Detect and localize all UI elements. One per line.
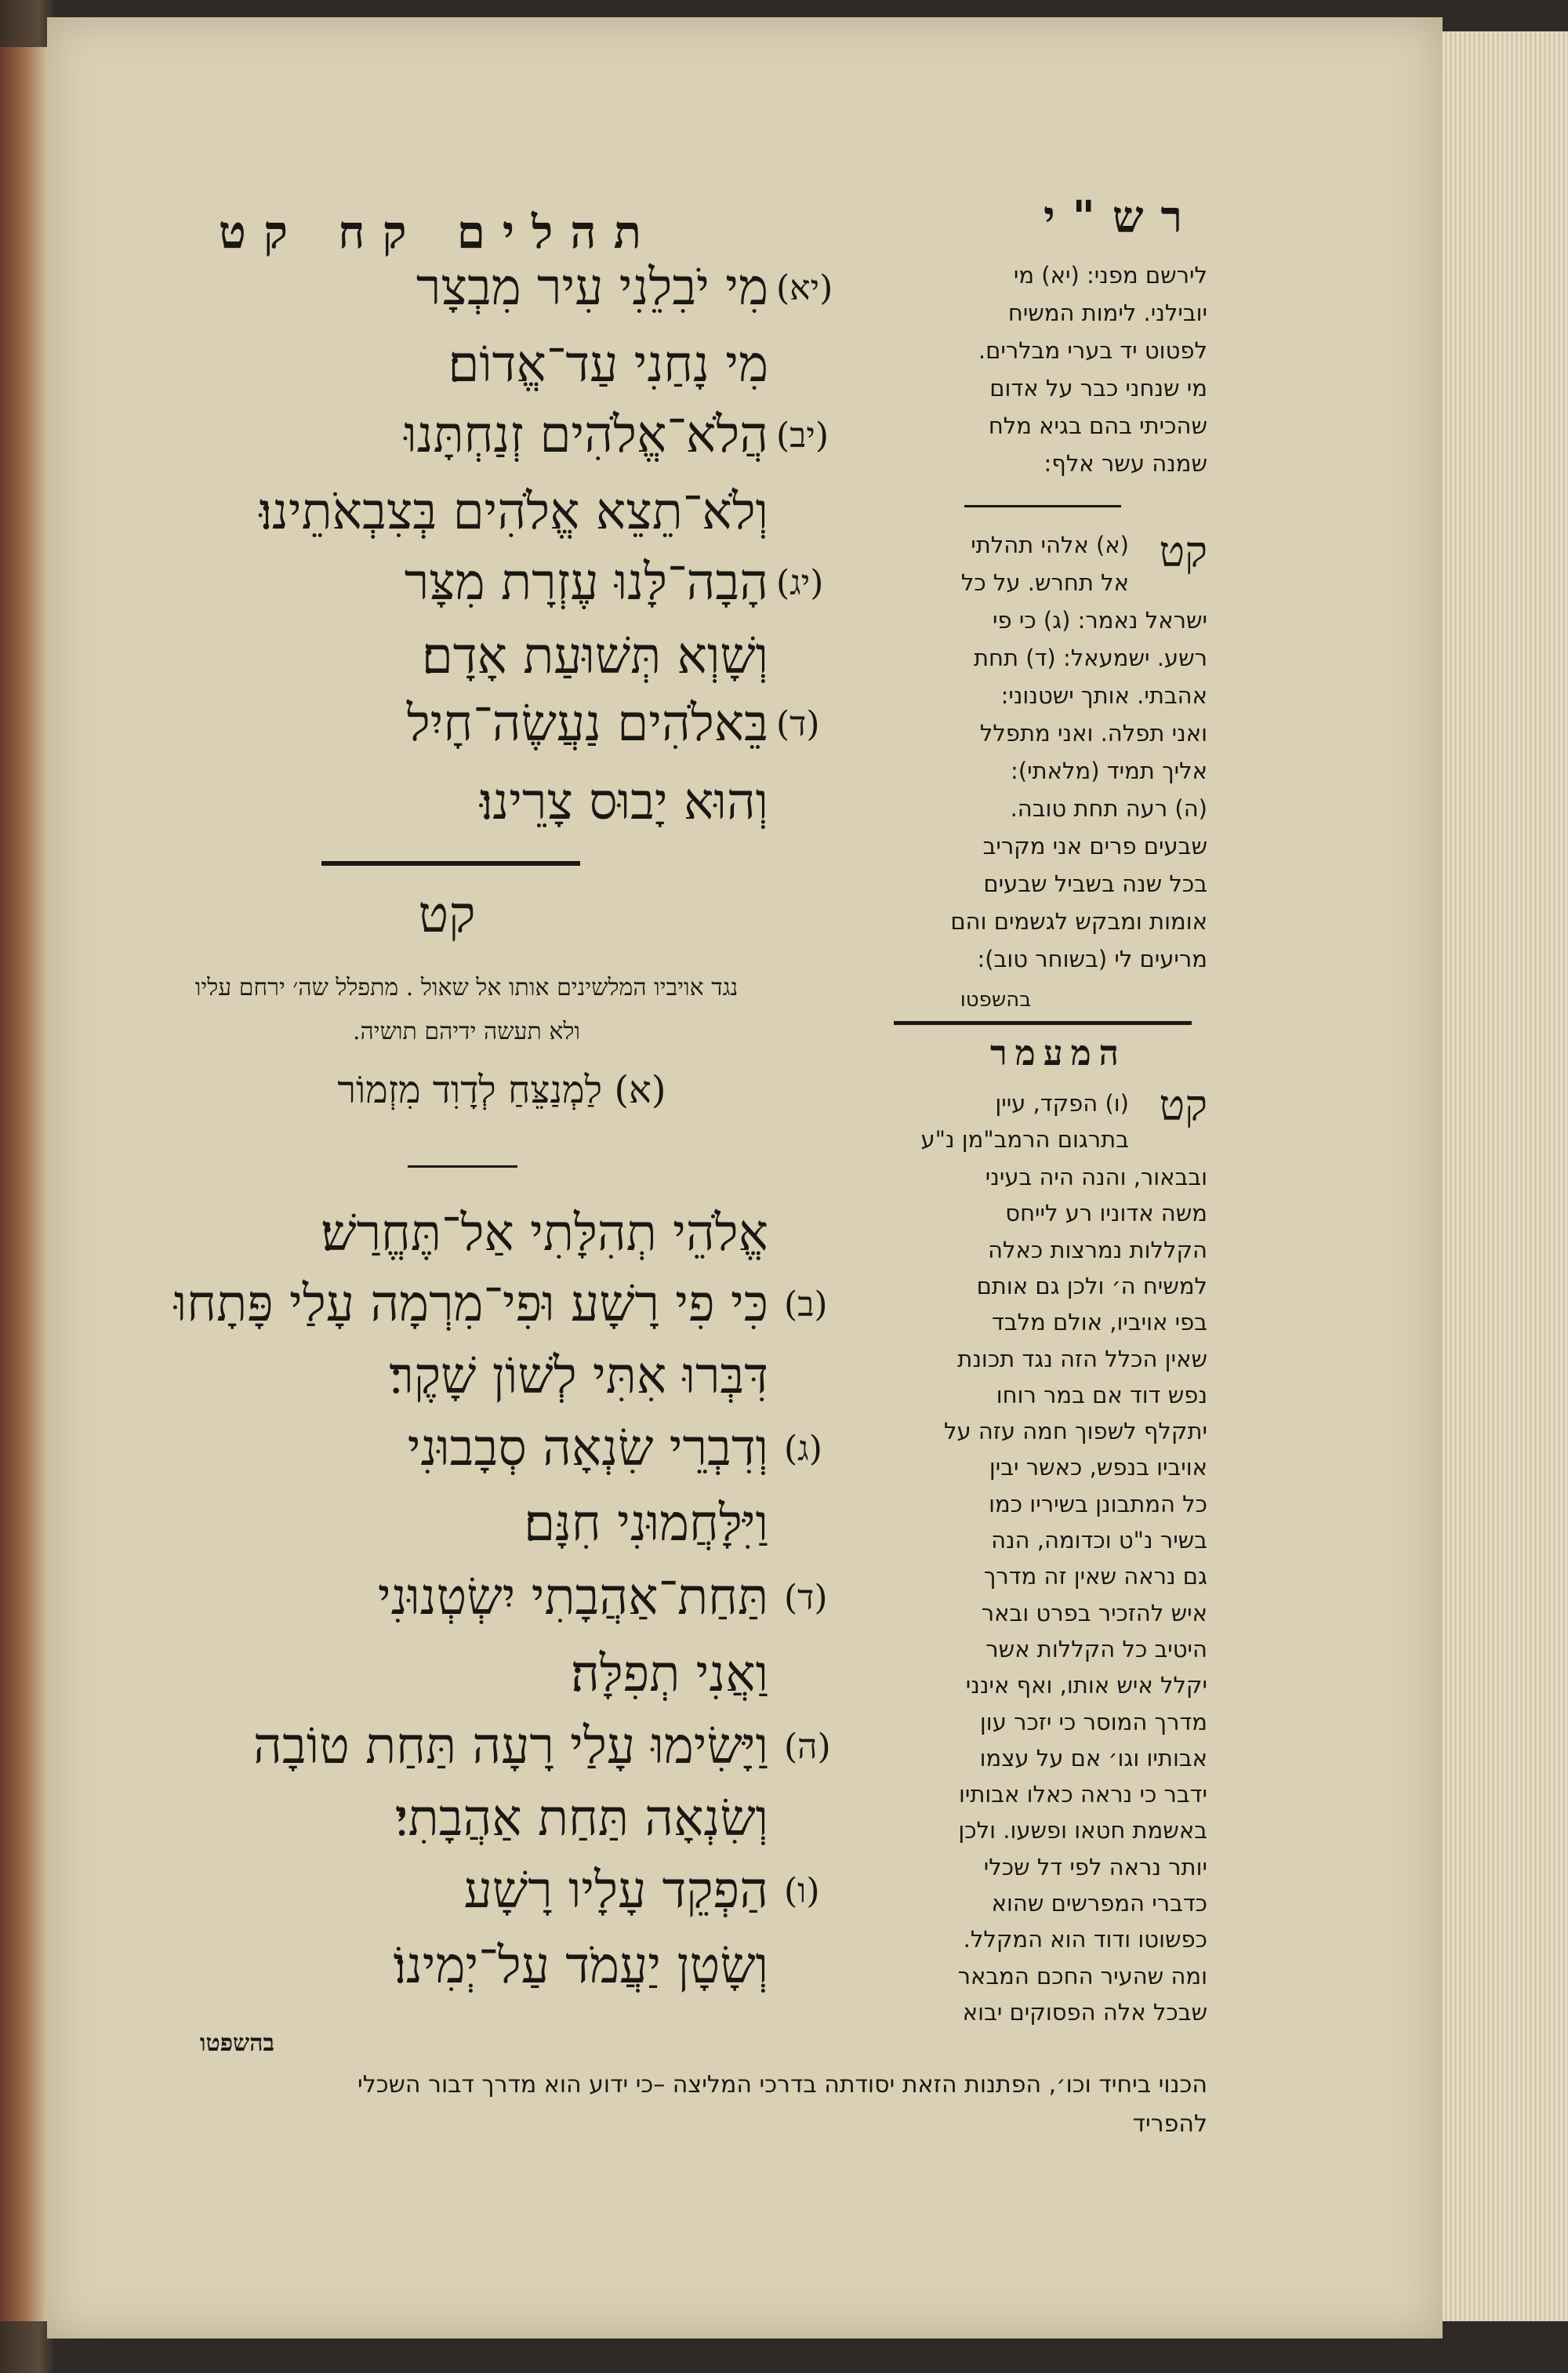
maamar-line: בתרגום הרמב"מן נ"ע bbox=[920, 1126, 1129, 1153]
rashi-line: ואני תפלה. ואני מתפלל bbox=[979, 720, 1207, 747]
verse-number: (ה) bbox=[784, 1727, 831, 1767]
verse-line: וְשָׁוְא תְּשׁוּעַת אָדָם׃ bbox=[421, 627, 768, 685]
section-divider-small bbox=[408, 1165, 517, 1168]
rashi-line: (ה) רעה תחת טובה. bbox=[1010, 795, 1207, 822]
maamar-line: גם נראה שאין זה מדרך bbox=[983, 1563, 1207, 1590]
rashi-line: לירשם מפני: (יא) מי bbox=[1013, 262, 1207, 289]
maamar-line: בשיר נ"ט וכדומה, הנה bbox=[991, 1527, 1207, 1554]
maamar-line: יתקלף לשפוך חמה עזה על bbox=[943, 1418, 1207, 1445]
psalm-title: קט bbox=[418, 886, 476, 944]
maamar-line: כפשוטו ודוד הוא המקלל. bbox=[963, 1926, 1207, 1953]
rashi-line: יובילני. לימות המשיח bbox=[1007, 300, 1207, 326]
section-divider bbox=[321, 861, 580, 866]
page-edges bbox=[1443, 31, 1568, 2321]
verse-line: הֲלֹא־אֱלֹהִים זְנַחְתָּנוּ bbox=[404, 406, 768, 464]
verse-number: (ו) bbox=[784, 1871, 820, 1911]
maamar-line: איש להזכיר בפרט ובאר bbox=[981, 1599, 1207, 1626]
rashi-line: אל תחרש. על כל bbox=[960, 569, 1129, 596]
rashi-line: שמנה עשר אלף: bbox=[1044, 450, 1207, 477]
book-spine bbox=[0, 47, 47, 2321]
maamar-line: ידבר כי נראה כאלו אבותיו bbox=[958, 1781, 1207, 1808]
verse-number: (ג) bbox=[784, 1429, 822, 1469]
maamar-line: יקלל איש אותו, ואף אינני bbox=[965, 1672, 1207, 1699]
verse-line: וְלֹא־תֵצֵא אֱלֹהִים בְּצִבְאֹתֵינוּ׃ bbox=[259, 483, 768, 541]
rashi-line: מי שנחני כבר על אדום bbox=[989, 375, 1207, 402]
verse-line: וַיִּלָּחֲמוּנִי חִנָּם׃ bbox=[524, 1495, 768, 1553]
rashi-divider bbox=[964, 505, 1121, 507]
maamar-line: אויביו בנפש, כאשר יבין bbox=[989, 1454, 1207, 1481]
verse-number: (ב) bbox=[784, 1285, 828, 1325]
maamar-line: שאין הכלל הזה נגד תכונת bbox=[957, 1345, 1207, 1372]
maamar-line: למשיח ה׳ ולכן גם אותם bbox=[976, 1272, 1207, 1299]
rashi-line: שבעים פרים אני מקריב bbox=[982, 833, 1207, 859]
rashi-line: אומות ומבקש לגשמים והם bbox=[950, 908, 1207, 935]
rashi-line: אליך תמיד (מלאתי): bbox=[1011, 758, 1207, 784]
psalm-intro-line: ולא תעשה ידיהם תושיה. bbox=[352, 1018, 581, 1045]
rashi-divider bbox=[894, 1021, 1192, 1025]
verse-line: אֱלֹהֵי תְהִלָּתִי אַל־תֶּחֱרַשׁ׃ bbox=[321, 1205, 768, 1263]
rashi-header: רש"י bbox=[1043, 191, 1200, 243]
catchword: בהשפטו bbox=[199, 2030, 274, 2057]
verse-line: מִי נָחַנִי עַד־אֱדוֹם׃ bbox=[448, 336, 768, 394]
rashi-line: (א) אלהי תהלתי bbox=[971, 532, 1129, 558]
rashi-line: רשע. ישמעאל: (ד) תחת bbox=[974, 645, 1207, 671]
verse-line: וַאֲנִי תְפִלָּה׃ bbox=[570, 1645, 768, 1703]
rashi-line: בכל שנה בשביל שבעים bbox=[983, 870, 1207, 897]
verse-line: הַפְקֵד עָלָיו רָשָׁע bbox=[463, 1862, 768, 1920]
verse-line: וְהוּא יָבוּס צָרֵינוּ׃ bbox=[480, 773, 768, 831]
verse-line: וְדִבְרֵי שִׂנְאָה סְבָבוּנִי bbox=[407, 1419, 768, 1477]
maamar-line: (ו) הפקד, עיין bbox=[995, 1090, 1129, 1117]
verse-number: (יב) bbox=[776, 416, 829, 456]
verse-line: וַיָּשִׂימוּ עָלַי רָעָה תַּחַת טוֹבָה bbox=[253, 1717, 768, 1775]
maamar-line: כדברי המפרשים שהוא bbox=[991, 1890, 1207, 1917]
psalm-intro-line: נגד אויביו המלשינים אותו אל שאול . מתפלל שה׳ ירחם עליו bbox=[194, 974, 739, 1001]
rashi-catchword: בהשפטו bbox=[960, 988, 1032, 1012]
maamar-line: ומה שהעיר החכם המבאר bbox=[957, 1962, 1207, 1990]
rashi-kt-label: קט bbox=[1159, 527, 1207, 576]
maamar-line: היטיב כל הקללות אשר bbox=[985, 1635, 1207, 1663]
verse-line: כִּי פִי רָשָׁע וּפִי־מִרְמָה עָלַי פָּתָחוּ bbox=[173, 1275, 768, 1333]
maamar-line: ובבאור, והנה היה בעיני bbox=[985, 1164, 1207, 1190]
verse-line: וְשִׂנְאָה תַּחַת אַהֲבָתִי׃ bbox=[394, 1790, 768, 1848]
footer-line: להפריד bbox=[1132, 2110, 1207, 2138]
verse-line: תַּחַת־אַהֲבָתִי יִשְׂטְנוּנִי bbox=[377, 1568, 768, 1626]
maamar-line: בפי אויביו, אולם מלבד bbox=[992, 1309, 1207, 1336]
rashi-line: מריעים לי (בשוחר טוב): bbox=[977, 946, 1207, 972]
verse-line: מִי יֹבִלֵנִי עִיר מִבְצָר bbox=[416, 259, 768, 317]
verse-number: (ד) bbox=[776, 704, 820, 744]
rashi-line: אהבתי. אותך ישטנוני: bbox=[1000, 682, 1207, 709]
maamar-kt-label: קט bbox=[1159, 1081, 1207, 1130]
verse-number: (יא) bbox=[776, 268, 833, 308]
verse-number: (ד) bbox=[784, 1578, 828, 1618]
maamar-line: באשמת חטאו ופשעו. ולכן bbox=[958, 1817, 1207, 1844]
maamar-line: שבכל אלה הפסוקים יבוא bbox=[962, 1998, 1207, 2026]
maamar-line: נפש דוד אם במר רוחו bbox=[996, 1381, 1207, 1408]
maamar-line: הקללות נמרצות כאלה bbox=[988, 1236, 1207, 1263]
verse-line: וְשָׂטָן יַעֲמֹד עַל־יְמִינוֹ׃ bbox=[393, 1937, 768, 1995]
maamar-header: המעמר bbox=[990, 1034, 1127, 1074]
verse-line: בֵּאלֹהִים נַעֲשֶׂה־חָיִל bbox=[406, 695, 768, 753]
rashi-line: שהכיתי בהם בגיא מלח bbox=[988, 412, 1207, 439]
maamar-line: כל המתבונן בשיריו כמו bbox=[989, 1490, 1207, 1517]
maamar-line: מדרך המוסר כי יזכר עון bbox=[979, 1708, 1207, 1735]
psalm-superscription: (א) לַמְנַצֵּחַ לְדָוִד מִזְמוֹר bbox=[337, 1068, 666, 1112]
rashi-line: לפטוט יד בערי מבלרים. bbox=[978, 337, 1207, 364]
maamar-line: משה אדוניו רע לייחס bbox=[1005, 1200, 1207, 1227]
maamar-line: אבותיו וגו׳ אם על עצמו bbox=[979, 1744, 1207, 1772]
footer-line: הכנוי ביחיד וכו׳, הפתנות הזאת יסודתה בדרכי המליצה –כי ידוע הוא מדרך דבור השכלי bbox=[358, 2071, 1207, 2099]
rashi-line: ישראל נאמר: (ג) כי פי bbox=[993, 607, 1207, 634]
verse-line: הָבָה־לָּנוּ עֶזְרָת מִצָּר bbox=[404, 554, 768, 612]
verse-number: (יג) bbox=[776, 563, 824, 603]
main-header: תהלים קח קט bbox=[218, 205, 659, 259]
verse-line: דִּבְּרוּ אִתִּי לְשׁוֹן שָׁקֶר׃ bbox=[389, 1347, 768, 1405]
maamar-line: יותר נראה לפי דל שכלי bbox=[983, 1853, 1207, 1881]
